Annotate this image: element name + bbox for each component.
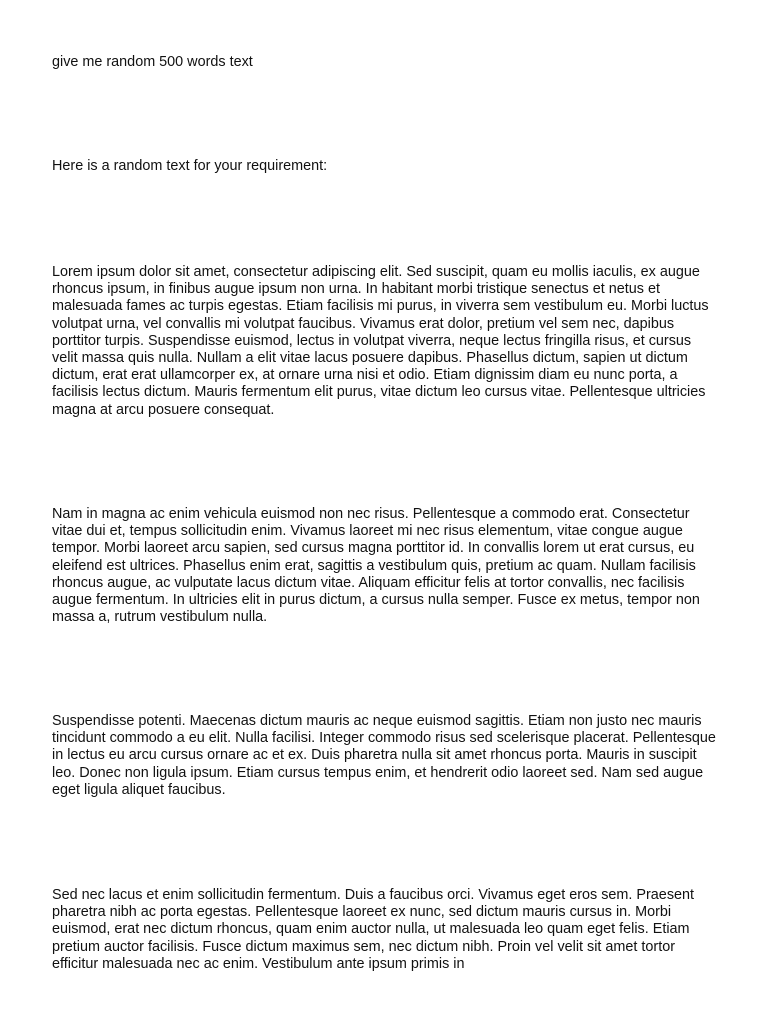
paragraph-4: Sed nec lacus et enim sollicitudin fermentum. Duis a faucibus orci. Vivamus eget eros sem. Praesent pharetra nibh ac porta egestas. Pellentesque laoreet ex nunc, sed dictum mauris cursus in. Morbi euismod, erat nec dictum rhoncus, quam enim auctor nulla, ut malesuada leo quam eget felis. Etiam pretium auctor facilisis. Fusce dictum maximus sem, nec dictum nibh. Proin vel velit sit amet tortor efficitur malesuada nec ac enim. Vestibulum ante ipsum primis in: [52, 887, 695, 972]
paragraph-1: Lorem ipsum dolor sit amet, consectetur adipiscing elit. Sed suscipit, quam eu mollis iaculis, ex augue rhoncus ipsum, in finibus augue ipsum non urna. In habitant morbi tristique senectus et netus et malesuada fames ac turpis egestas. Etiam facilisis mi purus, in viverra sem vestibulum eu. Morbi luctus volutpat urna, vel convallis mi volutpat faucibus. Vivamus erat dolor, pretium vel sem nec, dapibus porttitor turpis. Suspendisse euismod, lectus in volutpat viverra, neque lectus fringilla risus, et cursus velit massa quis nulla. Nullam a elit vitae lacus posuere dapibus. Phasellus dictum, sapien ut dictum dictum, erat erat ullamcorper ex, at ornare urna nisi et odio. Etiam dignissim diam eu nunc porta, a facilisis lectus dictum. Mauris fermentum elit purus, vitae dictum leo cursus vitae. Pellentesque ultricies magna at arcu posuere consequat.: [52, 264, 709, 418]
paragraph-2: Nam in magna ac enim vehicula euismod non nec risus. Pellentesque a commodo erat. Consectetur vitae dui et, tempus sollicitudin enim. Vivamus laoreet mi nec risus elementum, vitae congue augue tempor. Morbi laoreet arcu sapien, sed cursus magna porttitor id. In convallis lorem ut erat cursus, eu eleifend est ultrices. Phasellus enim erat, sagittis a vestibulum quis, pretium ac quam. Nullam facilisis rhoncus augue, ac vulputate lacus dictum vitae. Aliquam efficitur felis at tortor convallis, nec facilisis augue fermentum. In ultricies elit in purus dictum, a cursus nulla semper. Fusce ex metus, tempor non massa a, rutrum vestibulum nulla.: [52, 506, 700, 626]
user-prompt-text: give me random 500 words text: [52, 54, 253, 70]
paragraph-3: Suspendisse potenti. Maecenas dictum mauris ac neque euismod sagittis. Etiam non justo nec mauris tincidunt commodo a eu elit. Nulla facilisi. Integer commodo risus sed scelerisque placerat. Pellentesque in lectus eu arcu cursus ornare ac et ex. Duis pharetra nulla sit amet rhoncus porta. Mauris in suscipit leo. Donec non ligula ipsum. Etiam cursus tempus enim, et hendrerit odio laoreet sed. Nam sed augue eget ligula aliquet faucibus.: [52, 713, 716, 798]
response-intro-text: Here is a random text for your requirement:: [52, 158, 328, 174]
